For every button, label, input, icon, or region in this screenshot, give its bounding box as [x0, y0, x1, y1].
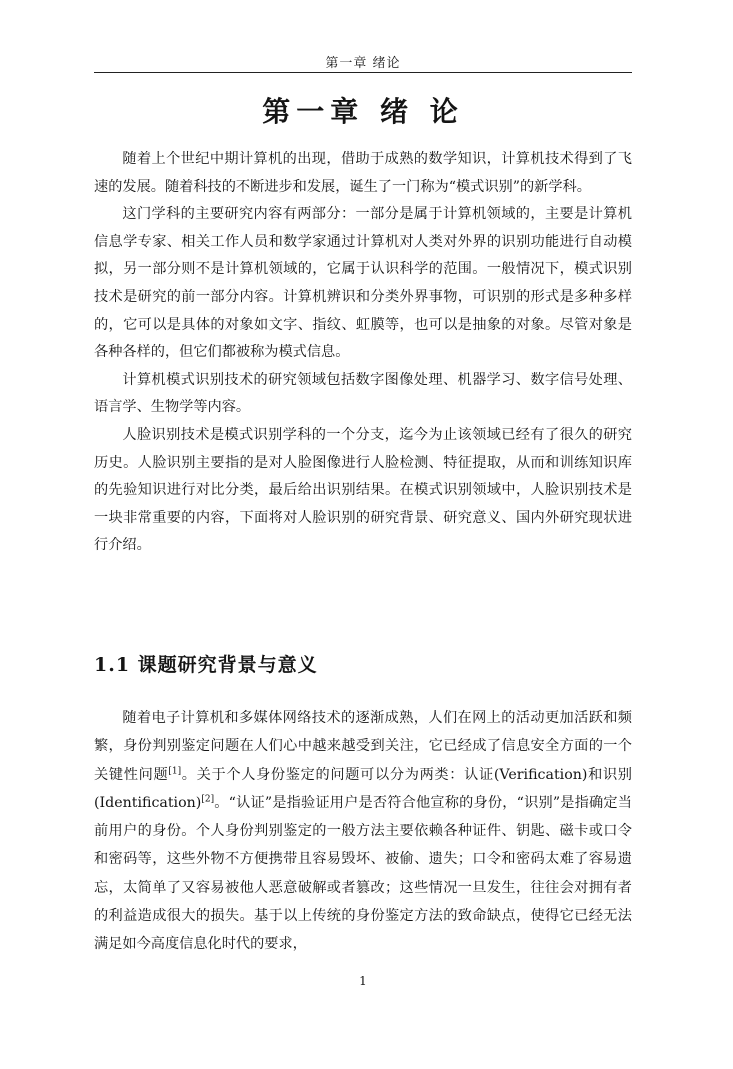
- header-rule: [94, 72, 632, 73]
- citation-ref-1: [1]: [168, 765, 182, 776]
- running-header: 第一章 绪论: [325, 56, 401, 71]
- intro-block: [94, 146, 632, 560]
- intro-paragraph-2: 这门学科的主要研究内容有两部分：一部分是属于计算机领域的，主要是计算机信息学专家、相关工作人员和数学家通过计算机对人类对外界的识别功能进行自动模拟，另一部分则不是计算机领域的，它属于认识科学的范围。一般情况下，模式识别技术是研究的前一部分内容。计算机辨识和分类外界事物，可识别的形式是多种多样的，它可以是具体的对象如文字、指纹、虹膜等，也可以是抽象的对象。尽管对象是各种各样的，但它们都被称为模式信息。: [94, 206, 632, 361]
- section-text-part-3: 。“认证”是指验证用户是否符合他宣称的身份，“识别”是指确定当前用户的身份。个人身份判别鉴定的一般方法主要依赖各种证件、钥匙、磁卡或口令和密码等，这些外物不方便携带且容易毁坏、被偷、遗失；口令和密码太难了容易遗忘，太简单了又容易被他人恶意破解或者篡改；这些情况一旦发生，往往会对拥有者的利益造成很大的损失。基于以上传统的身份鉴定方法的致命缺点，使得它已经无法满足如今高度信息化时代的要求，: [94, 794, 632, 953]
- section-block: [94, 704, 632, 959]
- section-text-part-1: 随着电子计算机和多媒体网络技术的逐渐成熟，人们在网上的活动更加活跃和频繁，身份判别鉴定问题在人们心中越来越受到关注，它已经成了信息安全方面的一个关键性问题: [94, 710, 632, 783]
- section-text-part-2: 。关于个人身份鉴定的问题可以分为两类：认证(Verification)和识别(Identification): [94, 766, 632, 811]
- chapter-title: 第一章 绪 论: [262, 95, 464, 128]
- intro-paragraph-4: 人脸识别技术是模式识别学科的一个分支，迄今为止该领域已经有了很久的研究历史。人脸识别主要指的是对人脸图像进行人脸检测、特征提取，从而和训练知识库的先验知识进行对比分类，最后给出识别结果。在模式识别领域中，人脸识别技术是一块非常重要的内容，下面将对人脸识别的研究背景、研究意义、国内外研究现状进行介绍。: [94, 426, 632, 554]
- citation-ref-2: [2]: [201, 794, 215, 805]
- section-heading: 1.1 课题研究背景与意义: [94, 654, 318, 676]
- section-paragraph-1: [94, 704, 632, 959]
- page-number: 1: [359, 974, 367, 988]
- intro-paragraph-3: 计算机模式识别技术的研究领域包括数字图像处理、机器学习、数字信号处理、语言学、生物学等内容。: [94, 371, 632, 416]
- intro-paragraph-1: 随着上个世纪中期计算机的出现，借助于成熟的数学知识，计算机技术得到了飞速的发展。随着科技的不断进步和发展，诞生了一门称为“模式识别”的新学科。: [94, 151, 632, 195]
